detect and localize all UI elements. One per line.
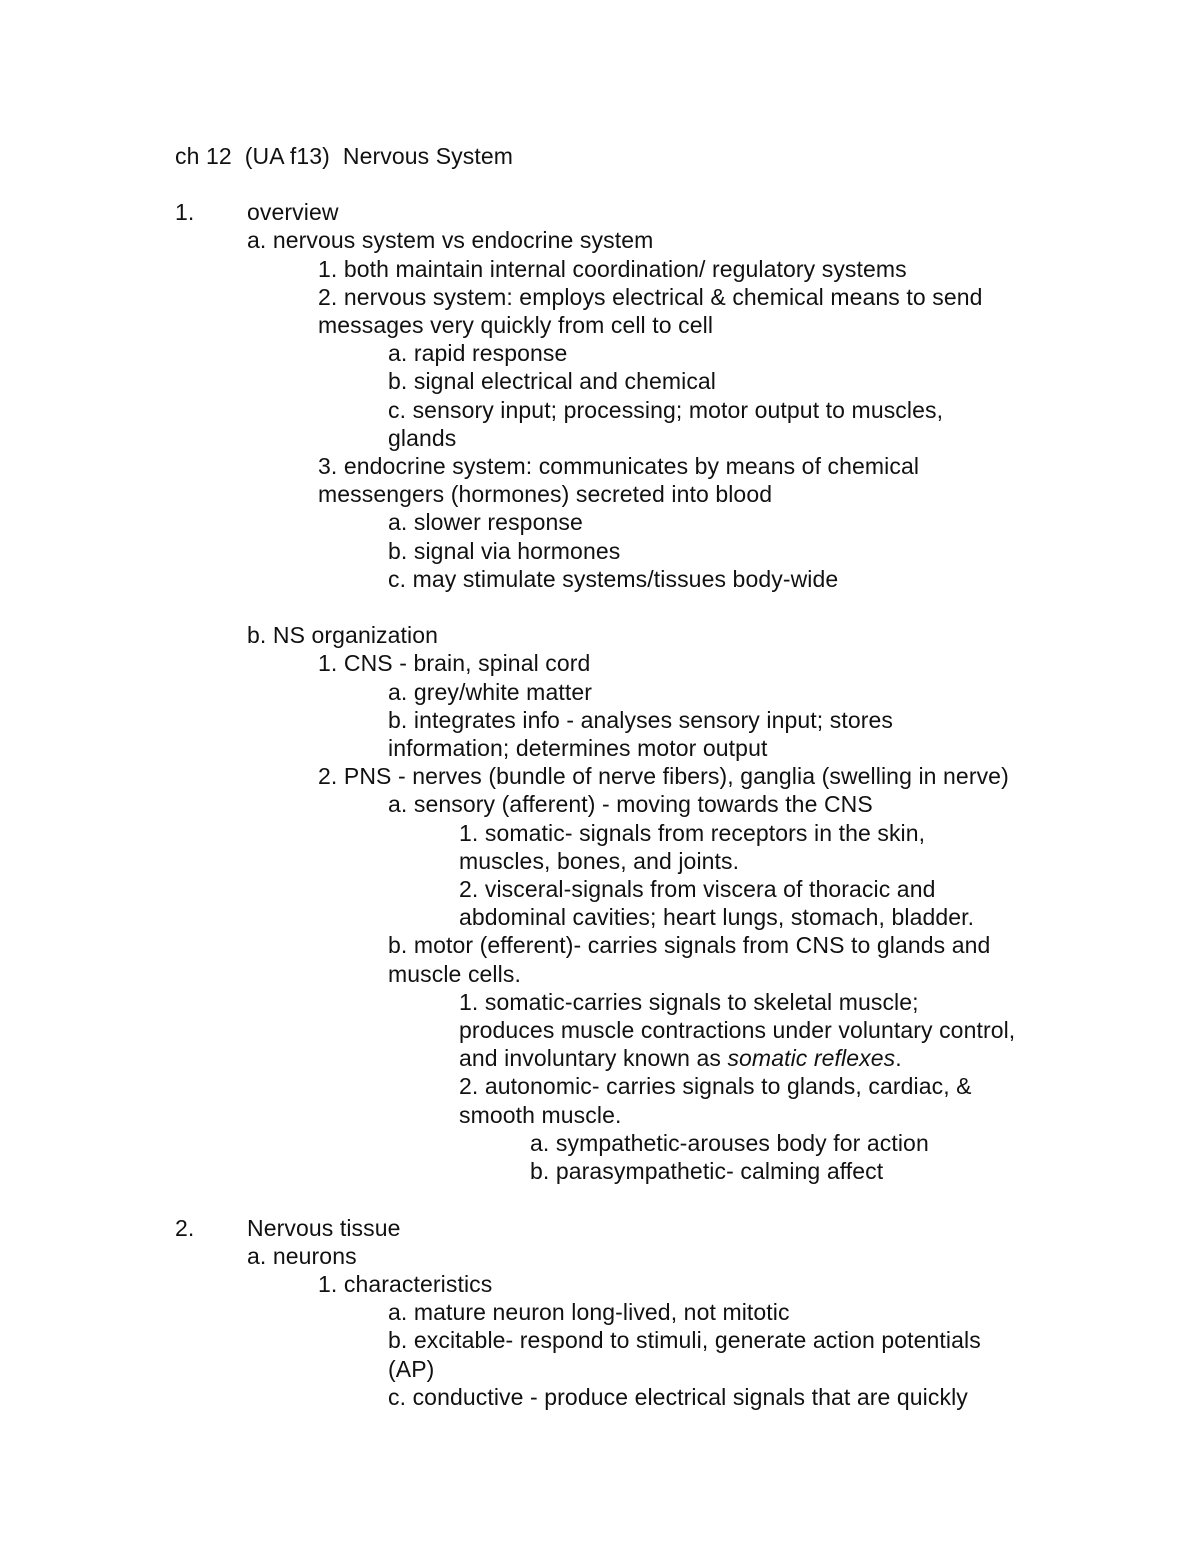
outline-item: 3. endocrine system: communicates by means of chemical [318,453,920,479]
section-heading: Nervous tissue [247,1215,401,1241]
outline-item: b. excitable- respond to stimuli, generate action potentials [388,1327,981,1353]
outline-item: 1. somatic-carries signals to skeletal muscle; [459,989,919,1015]
section-heading: overview [247,199,339,225]
outline-item: muscles, bones, and joints. [459,848,740,874]
outline-item: 1. both maintain internal coordination/ regulatory systems [318,256,907,282]
outline-item: 1. CNS - brain, spinal cord [318,650,591,676]
outline-item: a. grey/white matter [388,679,592,705]
outline-item: 2. nervous system: employs electrical & chemical means to send [318,284,983,310]
page-title: ch 12 (UA f13) Nervous System [175,143,514,169]
outline-item: c. may stimulate systems/tissues body-wide [388,566,839,592]
outline-item: (AP) [388,1356,435,1382]
outline-item-text: . [895,1045,902,1071]
outline-item: b. signal via hormones [388,538,621,564]
section-number: 2. [175,1215,195,1241]
outline-item: 1. characteristics [318,1271,493,1297]
outline-item: a. nervous system vs endocrine system [247,227,654,253]
outline-item: c. conductive - produce electrical signals that are quickly [388,1384,968,1410]
outline-item: muscle cells. [388,961,521,987]
outline-item: b. signal electrical and chemical [388,368,717,394]
outline-item: messages very quickly from cell to cell [318,312,714,338]
emphasized-term: somatic reflexes [727,1045,896,1071]
outline-item: 1. somatic- signals from receptors in the skin, [459,820,926,846]
outline-item: c. sensory input; processing; motor output to muscles, [388,397,944,423]
outline-item: a. slower response [388,509,583,535]
outline-item: abdominal cavities; heart lungs, stomach, bladder. [459,904,975,930]
outline-item: glands [388,425,457,451]
outline-item: smooth muscle. [459,1102,622,1128]
outline-item: b. motor (efferent)- carries signals from CNS to glands and [388,932,991,958]
section-number: 1. [175,199,195,225]
outline-item: 2. visceral-signals from viscera of thoracic and [459,876,936,902]
outline-item: a. mature neuron long-lived, not mitotic [388,1299,790,1325]
outline-item: a. sympathetic-arouses body for action [530,1130,929,1156]
outline-item: messengers (hormones) secreted into blood [318,481,773,507]
outline-item: a. neurons [247,1243,357,1269]
outline-item: b. parasympathetic- calming affect [530,1158,884,1184]
outline-item: 2. autonomic- carries signals to glands, cardiac, & [459,1073,972,1099]
outline-item: a. rapid response [388,340,568,366]
outline-item: a. sensory (afferent) - moving towards the CNS [388,791,873,817]
outline-item: information; determines motor output [388,735,768,761]
outline-item: produces muscle contractions under voluntary control, [459,1017,1016,1043]
outline-item: b. NS organization [247,622,439,648]
outline-item: b. integrates info - analyses sensory input; stores [388,707,893,733]
outline-item-text: and involuntary known as [459,1045,728,1071]
outline-item: 2. PNS - nerves (bundle of nerve fibers), ganglia (swelling in nerve) [318,763,1009,789]
outline-item [459,1044,902,1072]
